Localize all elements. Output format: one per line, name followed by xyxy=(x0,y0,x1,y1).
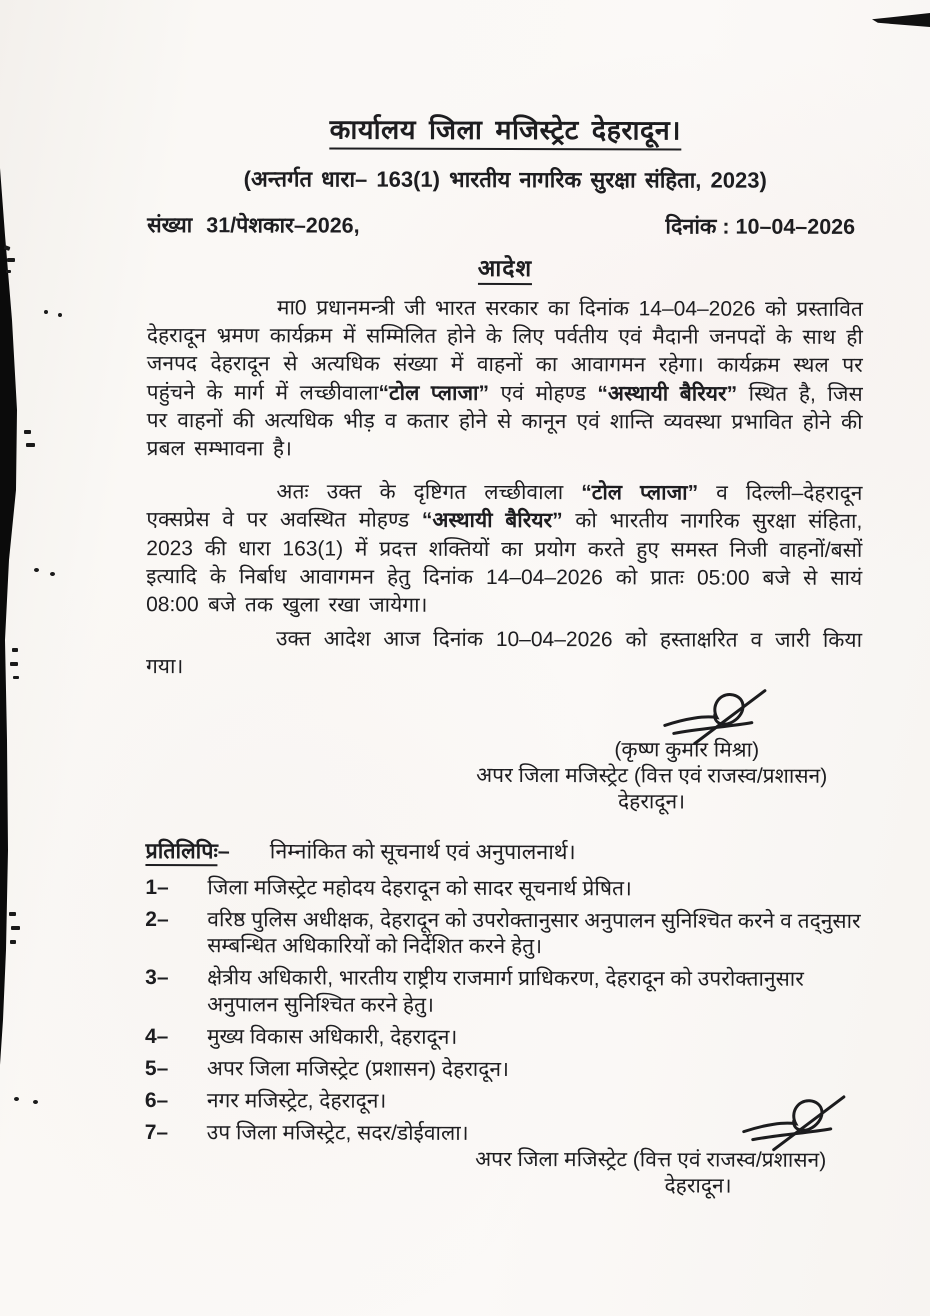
paragraph-text: एवं मोहण्ड xyxy=(488,381,598,405)
copy-label-text: प्रतिलिपिः xyxy=(145,839,217,866)
paragraph-text: स्थित है, जिस पर वाहनों की अत्यधिक भीड़ व कतार होने से कानून एवं शान्ति व्यवस्था प्रभावित होने की प्रबल सम्भावना है। xyxy=(146,382,863,461)
statute-subtitle: (अन्तर्गत धारा– 163(1) भारतीय नागरिक सुरक्षा संहिता, 2023) xyxy=(243,166,767,193)
ref-number-value: 31/पेशकार–2026, xyxy=(206,213,360,238)
list-item: उप जिला मजिस्ट्रेट, सदर/डोईवाला। xyxy=(206,1120,469,1145)
page-title-text: कार्यालय जिला मजिस्ट्रेट देहरादून। xyxy=(330,115,681,151)
copy-section-header xyxy=(145,836,861,867)
signature-block xyxy=(442,684,862,815)
signatory-place: देहरादून। xyxy=(618,789,686,814)
paragraph-1 xyxy=(146,294,862,465)
binding-mark xyxy=(44,310,48,314)
binding-mark xyxy=(6,270,11,273)
paragraph-3: उक्त आदेश आज दिनांक 10–04–2026 को हस्ताक्षरित व जारी किया गया। xyxy=(145,627,863,679)
list-item-number: 2– xyxy=(145,907,169,931)
binding-mark xyxy=(24,430,31,434)
reference-row xyxy=(147,210,863,241)
binding-mark xyxy=(13,676,19,679)
binding-mark xyxy=(26,443,35,447)
binding-mark xyxy=(11,926,20,930)
binding-mark xyxy=(10,940,16,944)
list-item: जिला मजिस्ट्रेट महोदय देहरादून को सादर सूचनार्थ प्रेषित। xyxy=(207,875,632,900)
list-item-number: 1– xyxy=(145,875,169,899)
page-title xyxy=(147,109,863,148)
date-value: 10–04–2026 xyxy=(735,214,856,239)
footer-signatory-designation: अपर जिला मजिस्ट्रेट (वित्त एवं राजस्व/प्रशासन) xyxy=(475,1148,827,1172)
paragraph-text: व दिल्ली–देहरादून एक्सप्रेस वे पर अवस्थित मोहण्ड xyxy=(146,481,863,533)
emphasized-term: “अस्थायी बैरियर” xyxy=(597,381,738,406)
binding-mark xyxy=(7,258,15,262)
order-heading xyxy=(147,250,863,284)
copy-label xyxy=(145,836,229,865)
signatory-name: (कृष्ण कुमार मिश्रा) xyxy=(614,737,760,762)
emphasized-term: “अस्थायी बैरियर” xyxy=(421,509,563,533)
copy-label-dash: – xyxy=(217,838,230,863)
list-item: वरिष्ठ पुलिस अधीक्षक, देहरादून को उपरोक्तानुसार अनुपालन सुनिश्चित करने व तद्नुसार सम्बन्धित अधिकारियों को निर्देशित करने हेतु। xyxy=(207,907,861,959)
scan-corner-streak xyxy=(872,13,930,27)
official-order-document xyxy=(145,109,864,1200)
footer-signatory-place: देहरादून। xyxy=(664,1174,732,1198)
paragraph-text: अतः उक्त के दृष्टिगत लच्छीवाला xyxy=(276,480,582,505)
copy-intro: निम्नांकित को सूचनार्थ एवं अनुपालनार्थ। xyxy=(269,839,576,864)
binding-mark xyxy=(9,912,16,916)
paragraph-text: मा0 प्रधानमन्त्री जी भारत सरकार का दिनांक 14–04–2026 को प्रस्तावित देहरादून भ्रमण कार्यक्रम में सम्मिलित होने के लिए पर्वतीय एवं मैदानी जनपदों के साथ ही जनपद देहरादून से अत्यधिक संख्या में वाहनों का आवागमन रहेगा। कार्यक्रम स्थल पर पहुंचने के मार्ग में लच्छीवाला xyxy=(146,296,863,405)
list-item-number: 6– xyxy=(144,1088,169,1112)
binding-mark xyxy=(33,1100,38,1104)
ref-number-label: संख्या xyxy=(147,213,193,238)
copy-recipient-list xyxy=(145,875,862,1148)
signatory-designation: अपर जिला मजिस्ट्रेट (वित्त एवं राजस्व/प्रशासन) xyxy=(476,763,828,788)
scan-left-edge-shadow xyxy=(0,0,26,1316)
binding-mark xyxy=(58,313,62,317)
emphasized-term: “टोल प्लाजा” xyxy=(378,381,490,405)
list-item-number: 5– xyxy=(144,1056,169,1080)
paragraph-2 xyxy=(146,478,862,621)
order-heading-text: आदेश xyxy=(478,255,532,285)
date-line xyxy=(665,211,855,240)
binding-mark xyxy=(12,648,18,652)
emphasized-term: “टोल प्लाजा” xyxy=(581,481,699,505)
binding-mark xyxy=(14,1097,19,1101)
paragraph-text: को भारतीय नागरिक सुरक्षा संहिता, 2023 की धारा 163(1) में प्रदत्त शक्तियों का प्रयोग करते हुए समस्त निजी वाहनों/बसों इत्यादि के निर्बाध आवागमन हेतु दिनांक 14–04–2026 को प्रातः 05:00 बजे से सायं 08:00 बजे तक खुला रखा जायेगा। xyxy=(146,509,863,617)
list-item-number: 4– xyxy=(144,1024,169,1048)
date-label: दिनांक : xyxy=(665,214,730,239)
list-item-number: 3– xyxy=(145,966,169,990)
binding-mark xyxy=(50,572,55,576)
binding-mark xyxy=(34,568,39,572)
binding-mark xyxy=(10,662,18,666)
list-item: नगर मजिस्ट्रेट, देहरादून। xyxy=(206,1088,387,1113)
list-item-number: 7– xyxy=(144,1120,169,1144)
list-item: क्षेत्रीय अधिकारी, भारतीय राष्ट्रीय राजमार्ग प्राधिकरण, देहरादून को उपरोक्तानुसार अनुपालन सुनिश्चित करने हेतु। xyxy=(207,966,804,1017)
list-item: मुख्य विकास अधिकारी, देहरादून। xyxy=(206,1024,458,1049)
list-item: अपर जिला मजिस्ट्रेट (प्रशासन) देहरादून। xyxy=(206,1056,510,1081)
